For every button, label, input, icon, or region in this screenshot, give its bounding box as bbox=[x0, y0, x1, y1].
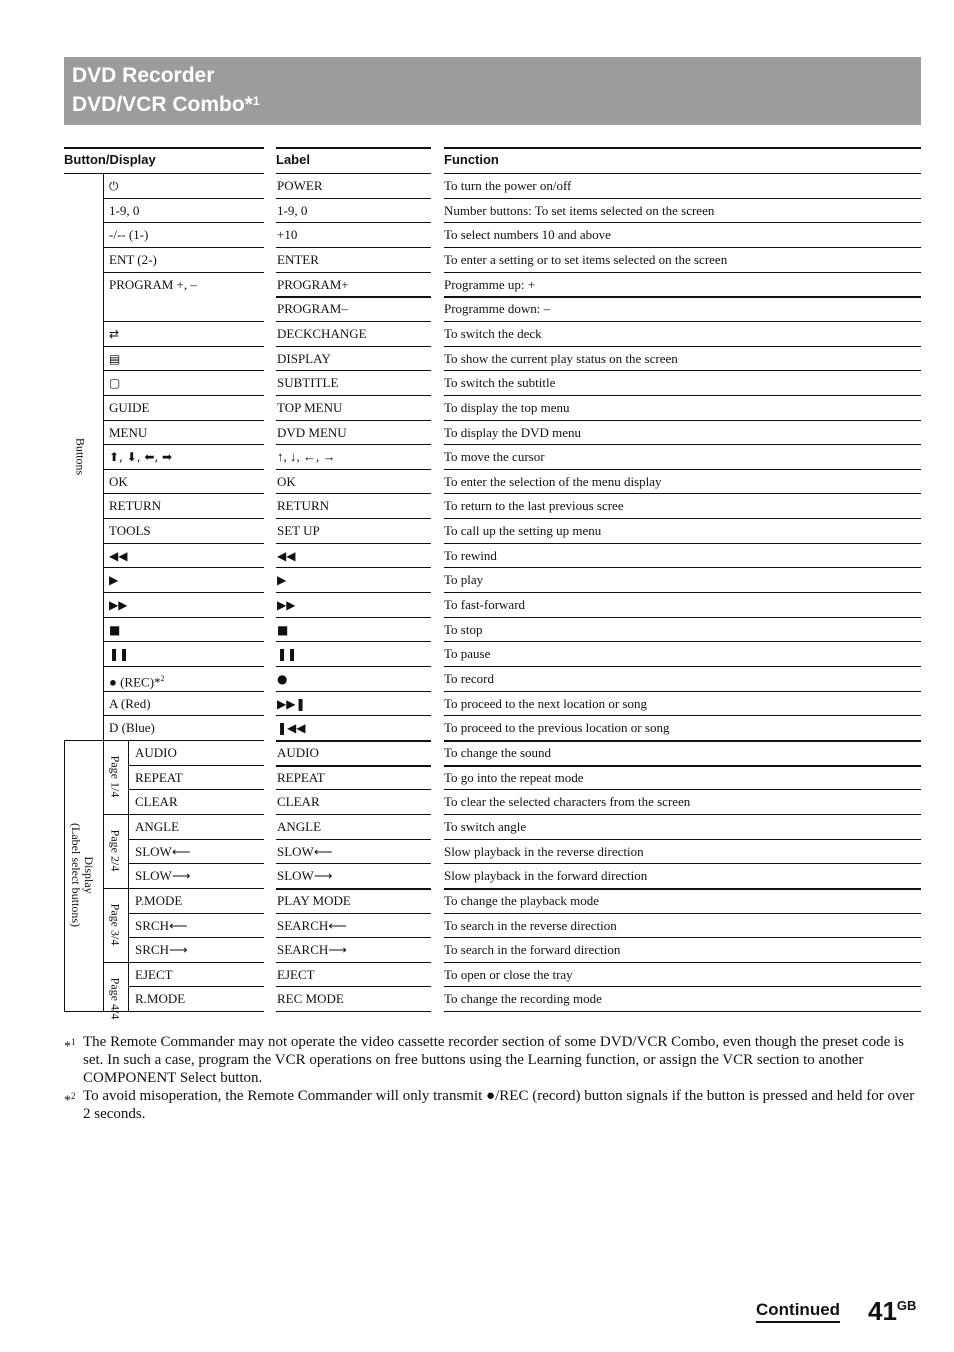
button-cell: ❚❚ bbox=[109, 647, 130, 662]
button-cell: ▶ bbox=[109, 573, 119, 588]
button-cell: ▤ bbox=[109, 351, 121, 366]
bottom-rule-button bbox=[64, 1011, 264, 1012]
button-cell: ⬆, ⬇, ⬅, ➡ bbox=[109, 450, 173, 465]
button-cell: P.MODE bbox=[135, 892, 183, 908]
button-cell: 1-9, 0 bbox=[109, 202, 140, 218]
row-rule-label bbox=[276, 740, 431, 742]
row-rule-button bbox=[128, 913, 264, 914]
display-group-label-line2: (Label select buttons) bbox=[69, 822, 83, 927]
row-rule-function bbox=[444, 395, 921, 396]
button-cell: A (Red) bbox=[109, 695, 151, 711]
function-cell: To rewind bbox=[444, 547, 497, 563]
row-rule-label bbox=[276, 420, 431, 421]
row-rule-button bbox=[103, 888, 264, 889]
function-cell: To search in the reverse direction bbox=[444, 917, 617, 933]
label-cell: AUDIO bbox=[277, 744, 319, 760]
row-rule-button bbox=[128, 765, 264, 766]
row-rule-label bbox=[276, 543, 431, 544]
row-rule-label bbox=[276, 469, 431, 470]
function-cell: Programme down: – bbox=[444, 301, 551, 317]
row-rule-label bbox=[276, 296, 431, 298]
page-group-label: Page 3/4 bbox=[108, 903, 123, 946]
row-rule-function bbox=[444, 641, 921, 642]
page-number: $41^{GB}$ bbox=[868, 1296, 917, 1326]
function-cell: To display the top menu bbox=[444, 399, 570, 415]
row-rule-function bbox=[444, 198, 921, 199]
button-cell: ENT (2-) bbox=[109, 251, 157, 267]
row-rule-button bbox=[103, 715, 264, 716]
label-cell: ENTER bbox=[277, 251, 319, 267]
row-rule-label bbox=[276, 567, 431, 568]
row-rule-button bbox=[103, 567, 264, 568]
function-cell: To fast-forward bbox=[444, 597, 526, 613]
label-cell: CLEAR bbox=[277, 794, 320, 810]
row-rule-label bbox=[276, 641, 431, 642]
row-rule-function bbox=[444, 937, 921, 938]
button-cell: SRCH⟵ bbox=[135, 917, 188, 933]
row-rule-function bbox=[444, 765, 921, 767]
button-cell: AUDIO bbox=[135, 744, 177, 760]
label-cell: ▶▶❚ bbox=[277, 696, 306, 711]
row-rule-function bbox=[444, 814, 921, 815]
row-rule-function bbox=[444, 296, 921, 298]
row-rule-function bbox=[444, 346, 921, 347]
col-header-label: Label bbox=[276, 152, 310, 167]
label-cell: SEARCH⟵ bbox=[277, 917, 347, 933]
function-cell: To enter a setting or to set items selected on the screen bbox=[444, 251, 728, 267]
label-cell: SEARCH⟶ bbox=[277, 942, 347, 958]
button-cell: R.MODE bbox=[135, 991, 186, 1007]
header-rule-function bbox=[444, 173, 921, 174]
row-rule-button bbox=[103, 198, 264, 199]
label-cell: OK bbox=[277, 473, 296, 489]
function-cell: To clear the selected characters from the screen bbox=[444, 794, 691, 810]
row-rule-button bbox=[103, 518, 264, 519]
label-cell: DISPLAY bbox=[277, 350, 331, 366]
row-rule-button bbox=[103, 493, 264, 494]
row-rule-function bbox=[444, 839, 921, 840]
row-rule-function bbox=[444, 444, 921, 445]
section-banner bbox=[64, 57, 921, 125]
button-cell: RETURN bbox=[109, 498, 161, 514]
row-rule-function bbox=[444, 272, 921, 273]
label-cell: ❚❚ bbox=[277, 647, 298, 662]
button-cell: ▶▶ bbox=[109, 598, 128, 613]
row-rule-label bbox=[276, 839, 431, 840]
row-rule-function bbox=[444, 888, 921, 890]
row-rule-function bbox=[444, 617, 921, 618]
row-rule-button bbox=[128, 789, 264, 790]
label-cell: DECKCHANGE bbox=[277, 325, 367, 341]
row-rule-function bbox=[444, 913, 921, 914]
button-cell: D (Blue) bbox=[109, 720, 155, 736]
row-rule-function bbox=[444, 592, 921, 593]
function-cell: To proceed to the previous location or song bbox=[444, 720, 670, 736]
function-cell: To show the current play status on the screen bbox=[444, 350, 678, 366]
function-cell: To proceed to the next location or song bbox=[444, 695, 648, 711]
page-group-label: Page 2/4 bbox=[108, 829, 123, 872]
label-cell: SLOW⟶ bbox=[277, 868, 333, 884]
footnote-1 bbox=[64, 1033, 921, 1087]
row-rule-label bbox=[276, 518, 431, 519]
row-rule-function bbox=[444, 247, 921, 248]
row-rule-label bbox=[276, 962, 431, 963]
row-rule-label bbox=[276, 493, 431, 494]
row-rule-button bbox=[128, 937, 264, 938]
row-rule-button bbox=[103, 346, 264, 347]
row-rule-function bbox=[444, 469, 921, 470]
label-cell: ● bbox=[277, 672, 288, 686]
row-rule-function bbox=[444, 518, 921, 519]
function-cell: To stop bbox=[444, 621, 483, 637]
page-group-label: Page 1/4 bbox=[108, 755, 123, 798]
row-rule-function bbox=[444, 789, 921, 790]
button-cell: ANGLE bbox=[135, 818, 180, 834]
row-rule-button bbox=[103, 691, 264, 692]
function-cell: Slow playback in the forward direction bbox=[444, 868, 648, 884]
row-rule-button bbox=[103, 666, 264, 667]
continued-label: Continued bbox=[756, 1300, 840, 1323]
row-rule-label bbox=[276, 789, 431, 790]
label-cell: PLAY MODE bbox=[277, 892, 351, 908]
button-cell: MENU bbox=[109, 424, 148, 440]
function-cell: To change the sound bbox=[444, 744, 552, 760]
label-cell: ▶ bbox=[277, 573, 287, 588]
button-cell: EJECT bbox=[135, 966, 173, 982]
label-cell: SUBTITLE bbox=[277, 375, 339, 391]
row-rule-label bbox=[276, 765, 431, 767]
function-cell: To open or close the tray bbox=[444, 966, 573, 982]
row-rule-label bbox=[276, 814, 431, 815]
button-cell: GUIDE bbox=[109, 399, 150, 415]
header-rule-button bbox=[64, 173, 264, 174]
row-rule-label bbox=[276, 986, 431, 987]
button-cell: SLOW⟵ bbox=[135, 843, 191, 859]
row-rule-button bbox=[103, 247, 264, 248]
function-cell: To pause bbox=[444, 646, 491, 662]
top-rule-button bbox=[64, 147, 264, 149]
function-cell: To search in the forward direction bbox=[444, 942, 621, 958]
row-rule-function bbox=[444, 493, 921, 494]
row-rule-button bbox=[103, 814, 264, 815]
display-group-left-border bbox=[64, 740, 65, 1011]
row-rule-button bbox=[103, 444, 264, 445]
button-cell: ◀◀ bbox=[109, 548, 128, 563]
row-rule-button bbox=[103, 641, 264, 642]
row-rule-function bbox=[444, 420, 921, 421]
row-rule-label bbox=[276, 272, 431, 273]
banner-title-line2: DVD/VCR Combo*$^1$ bbox=[72, 93, 260, 116]
row-rule-button bbox=[103, 592, 264, 593]
label-cell: ↑, ↓, ←, → bbox=[277, 449, 336, 465]
function-cell: To enter the selection of the menu display bbox=[444, 473, 662, 489]
label-cell: PROGRAM+ bbox=[277, 276, 349, 292]
function-cell: To move the cursor bbox=[444, 449, 545, 465]
button-cell: SLOW⟶ bbox=[135, 868, 191, 884]
button-cell: REPEAT bbox=[135, 769, 183, 785]
label-cell: ❚◀◀ bbox=[277, 721, 306, 736]
bottom-rule-label bbox=[276, 1011, 431, 1012]
row-rule-button bbox=[64, 740, 264, 741]
row-rule-function bbox=[444, 666, 921, 667]
display-group-label bbox=[69, 795, 95, 955]
row-rule-label bbox=[276, 247, 431, 248]
label-cell: REC MODE bbox=[277, 991, 344, 1007]
label-cell: 1-9, 0 bbox=[277, 202, 308, 218]
row-rule-button bbox=[103, 962, 264, 963]
function-cell: To change the recording mode bbox=[444, 991, 602, 1007]
row-rule-button bbox=[103, 321, 264, 322]
row-rule-function bbox=[444, 715, 921, 716]
label-cell: ANGLE bbox=[277, 818, 322, 834]
label-cell: PROGRAM– bbox=[277, 301, 348, 317]
col-header-button: Button/Display bbox=[64, 152, 156, 167]
row-rule-label bbox=[276, 395, 431, 396]
row-rule-label bbox=[276, 592, 431, 593]
row-rule-button bbox=[103, 222, 264, 223]
function-cell: To play bbox=[444, 572, 484, 588]
header-rule-label bbox=[276, 173, 431, 174]
label-cell: TOP MENU bbox=[277, 399, 343, 415]
button-cell: SRCH⟶ bbox=[135, 942, 188, 958]
row-rule-label bbox=[276, 913, 431, 914]
row-rule-button bbox=[103, 617, 264, 618]
row-rule-function bbox=[444, 567, 921, 568]
banner-title-line1: DVD Recorder bbox=[72, 64, 215, 87]
label-cell: ■ bbox=[277, 622, 289, 637]
label-cell: SLOW⟵ bbox=[277, 843, 333, 859]
row-rule-function bbox=[444, 691, 921, 692]
function-cell: To return to the last previous scree bbox=[444, 498, 624, 514]
label-cell: ▶▶ bbox=[277, 598, 296, 613]
row-rule-button bbox=[103, 395, 264, 396]
label-cell: EJECT bbox=[277, 966, 315, 982]
row-rule-label bbox=[276, 444, 431, 445]
label-cell: POWER bbox=[277, 178, 323, 193]
row-rule-label bbox=[276, 863, 431, 864]
function-cell: To change the playback mode bbox=[444, 892, 600, 908]
button-cell: ■ bbox=[109, 622, 121, 637]
row-rule-label bbox=[276, 888, 431, 890]
function-cell: Number buttons: To set items selected on the screen bbox=[444, 202, 715, 218]
function-cell: Programme up: + bbox=[444, 276, 536, 292]
row-rule-button bbox=[103, 420, 264, 421]
button-cell: TOOLS bbox=[109, 523, 151, 539]
row-rule-label bbox=[276, 617, 431, 618]
footnote-1-text: The Remote Commander may not operate the video cassette recorder section of some DVD/VCR Combo, even though the preset code is set. In such a case, program the VCR operations on free buttons using the Learning function, or assign the VCR section to another COMPONENT Select button. bbox=[83, 1034, 905, 1086]
buttons-group-label: Buttons bbox=[73, 438, 88, 476]
row-rule-function bbox=[444, 740, 921, 742]
button-cell: PROGRAM +, – bbox=[109, 276, 197, 292]
footnote-1-mark: *$^1$ bbox=[64, 1037, 76, 1055]
row-rule-button bbox=[128, 863, 264, 864]
page-group-label: Page 4/4 bbox=[108, 977, 123, 1020]
function-cell: To go into the repeat mode bbox=[444, 769, 584, 785]
row-rule-label bbox=[276, 346, 431, 347]
function-cell: To switch angle bbox=[444, 818, 527, 834]
row-rule-function bbox=[444, 370, 921, 371]
row-rule-button bbox=[128, 986, 264, 987]
button-cell: ⏻ bbox=[109, 179, 119, 193]
rec-button-text: ● (REC)* bbox=[109, 674, 161, 690]
footnote-2-text: To avoid misoperation, the Remote Commander will only transmit ●/REC (record) button signals if the button is pressed and held for over 2 seconds. bbox=[83, 1088, 915, 1122]
row-rule-label bbox=[276, 715, 431, 716]
page-column-divider bbox=[128, 740, 129, 1011]
footnote-2-mark: *$^2$ bbox=[64, 1091, 76, 1109]
button-cell: ⇄ bbox=[109, 326, 120, 341]
row-rule-function bbox=[444, 863, 921, 864]
function-cell: To record bbox=[444, 671, 494, 686]
row-rule-label bbox=[276, 370, 431, 371]
function-cell: To select numbers 10 and above bbox=[444, 227, 611, 243]
button-cell: OK bbox=[109, 473, 128, 489]
row-rule-label bbox=[276, 691, 431, 692]
top-rule-function bbox=[444, 147, 921, 149]
row-rule-label bbox=[276, 321, 431, 322]
row-rule-label bbox=[276, 222, 431, 223]
top-rule-label bbox=[276, 147, 431, 149]
row-rule-label bbox=[276, 666, 431, 667]
row-rule-function bbox=[444, 222, 921, 223]
function-cell: To turn the power on/off bbox=[444, 178, 572, 193]
row-rule-label bbox=[276, 937, 431, 938]
row-rule-function bbox=[444, 321, 921, 322]
function-cell: To display the DVD menu bbox=[444, 424, 582, 440]
footnote-2 bbox=[64, 1087, 921, 1123]
row-rule-button bbox=[103, 469, 264, 470]
display-group-label-line1: Display bbox=[82, 855, 96, 894]
row-rule-label bbox=[276, 198, 431, 199]
row-rule-function bbox=[444, 986, 921, 987]
function-cell: To switch the deck bbox=[444, 325, 542, 341]
label-cell: ◀◀ bbox=[277, 548, 296, 563]
button-cell: -/-- (1-) bbox=[109, 227, 149, 243]
row-rule-button bbox=[103, 272, 264, 273]
button-cell bbox=[109, 671, 165, 690]
function-cell: Slow playback in the reverse direction bbox=[444, 843, 644, 859]
col-header-function: Function bbox=[444, 152, 499, 167]
function-cell: To switch the subtitle bbox=[444, 375, 556, 391]
button-cell: CLEAR bbox=[135, 794, 178, 810]
row-rule-function bbox=[444, 543, 921, 544]
row-rule-button bbox=[128, 839, 264, 840]
bottom-rule-function bbox=[444, 1011, 921, 1012]
label-cell: +10 bbox=[277, 227, 298, 243]
label-cell: DVD MENU bbox=[277, 424, 347, 440]
button-cell: ▢ bbox=[109, 376, 121, 391]
label-cell: REPEAT bbox=[277, 769, 325, 785]
label-cell: RETURN bbox=[277, 498, 329, 514]
function-cell: To call up the setting up menu bbox=[444, 523, 602, 539]
rec-footnote-ref: 2 bbox=[160, 674, 165, 683]
row-rule-button bbox=[103, 543, 264, 544]
row-rule-button bbox=[103, 370, 264, 371]
label-cell: SET UP bbox=[277, 523, 320, 539]
row-rule-function bbox=[444, 962, 921, 963]
